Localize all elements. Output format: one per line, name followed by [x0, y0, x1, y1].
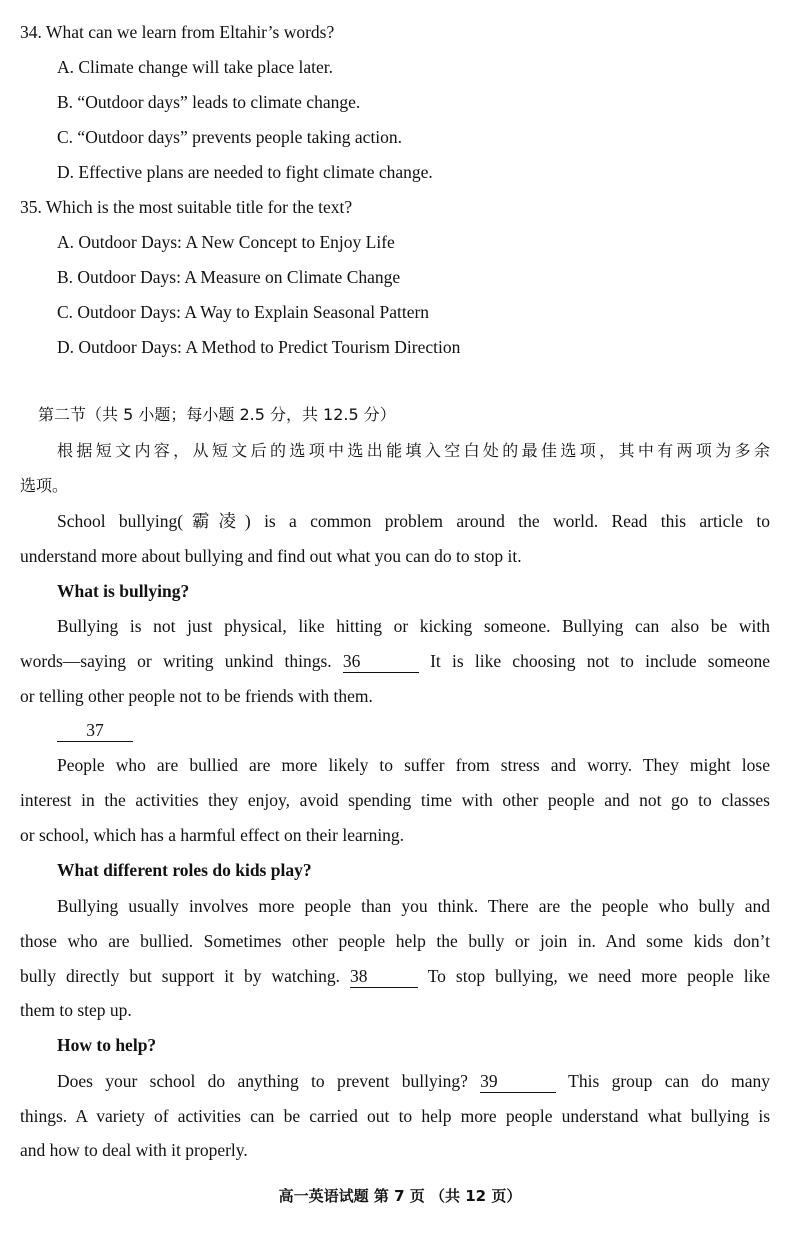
- section-instruction-line-2: 选项。: [20, 476, 69, 495]
- blank-39: 39: [480, 1073, 556, 1093]
- heading-how-to-help: How to help?: [57, 1035, 157, 1055]
- paragraph-3-line-3-text-b: To stop bullying, we need more people like: [427, 966, 771, 986]
- question-35-option-a: A. Outdoor Days: A New Concept to Enjoy Life: [57, 232, 395, 252]
- question-34-stem: 34. What can we learn from Eltahir’s words?: [20, 22, 335, 42]
- question-35-option-c: C. Outdoor Days: A Way to Explain Seasonal Pattern: [57, 302, 430, 322]
- question-34-option-c: C. “Outdoor days” prevents people taking action.: [57, 127, 403, 147]
- passage-intro-line-2: understand more about bullying and find out what you can do to stop it.: [20, 546, 522, 566]
- heading-what-is-bullying: What is bullying?: [57, 581, 190, 601]
- paragraph-1-line-2: [20, 653, 770, 673]
- paragraph-3-line-4: them to step up.: [20, 1000, 132, 1020]
- question-35-option-d: D. Outdoor Days: A Method to Predict Tourism Direction: [57, 337, 461, 357]
- paragraph-4-line-1-text-b: This group can do many: [568, 1071, 771, 1091]
- paragraph-2-line-1: People who are bullied are more likely to suffer from stress and worry. They might lose: [57, 755, 770, 775]
- paragraph-1-line-1: Bullying is not just physical, like hitting or kicking someone. Bullying can also be with: [57, 616, 770, 636]
- paragraph-4-line-3: and how to deal with it properly.: [20, 1140, 248, 1160]
- paragraph-4-line-1-text-a: Does your school do anything to prevent bullying?: [57, 1071, 468, 1091]
- paragraph-3-line-2: those who are bullied. Sometimes other people help the bully or join in. And some kids don’t: [20, 931, 770, 951]
- question-34-option-a: A. Climate change will take place later.: [57, 57, 334, 77]
- question-34-option-d: D. Effective plans are needed to fight climate change.: [57, 162, 433, 182]
- paragraph-1-line-3: or telling other people not to be friends with them.: [20, 686, 373, 706]
- heading-roles: What different roles do kids play?: [57, 860, 312, 880]
- page-footer: 高一英语试题 第 7 页 （共 12 页）: [278, 1187, 522, 1205]
- blank-38: 38: [350, 968, 418, 988]
- section-heading: 第二节（共 5 小题；每小题 2.5 分，共 12.5 分）: [38, 405, 396, 424]
- blank-37-line: [57, 722, 133, 742]
- paragraph-2-line-3: or school, which has a harmful effect on their learning.: [20, 825, 405, 845]
- paragraph-4-line-2: things. A variety of activities can be carried out to help more people understand what bullying is: [20, 1106, 770, 1126]
- paragraph-4-line-1: [57, 1073, 770, 1093]
- blank-37: 37: [57, 722, 133, 742]
- paragraph-3-line-3-text-a: bully directly but support it by watching.: [20, 966, 340, 986]
- question-35-stem: 35. Which is the most suitable title for the text?: [20, 197, 353, 217]
- paragraph-2-line-2: interest in the activities they enjoy, avoid spending time with other people and not go to classes: [20, 790, 770, 810]
- paragraph-3-line-1: Bullying usually involves more people than you think. There are the people who bully and: [57, 896, 770, 916]
- question-34-option-b: B. “Outdoor days” leads to climate change.: [57, 92, 361, 112]
- blank-36: 36: [343, 653, 419, 673]
- paragraph-1-line-2-text-a: words—saying or writing unkind things.: [20, 651, 332, 671]
- section-instruction-line-1: 根据短文内容，从短文后的选项中选出能填入空白处的最佳选项，其中有两项为多余: [57, 441, 770, 460]
- paragraph-3-line-3: [20, 968, 770, 988]
- question-35-option-b: B. Outdoor Days: A Measure on Climate Change: [57, 267, 401, 287]
- passage-intro-line-1: School bullying(霸凌) is a common problem around the world. Read this article to: [57, 511, 770, 531]
- paragraph-1-line-2-text-b: It is like choosing not to include someone: [430, 651, 770, 671]
